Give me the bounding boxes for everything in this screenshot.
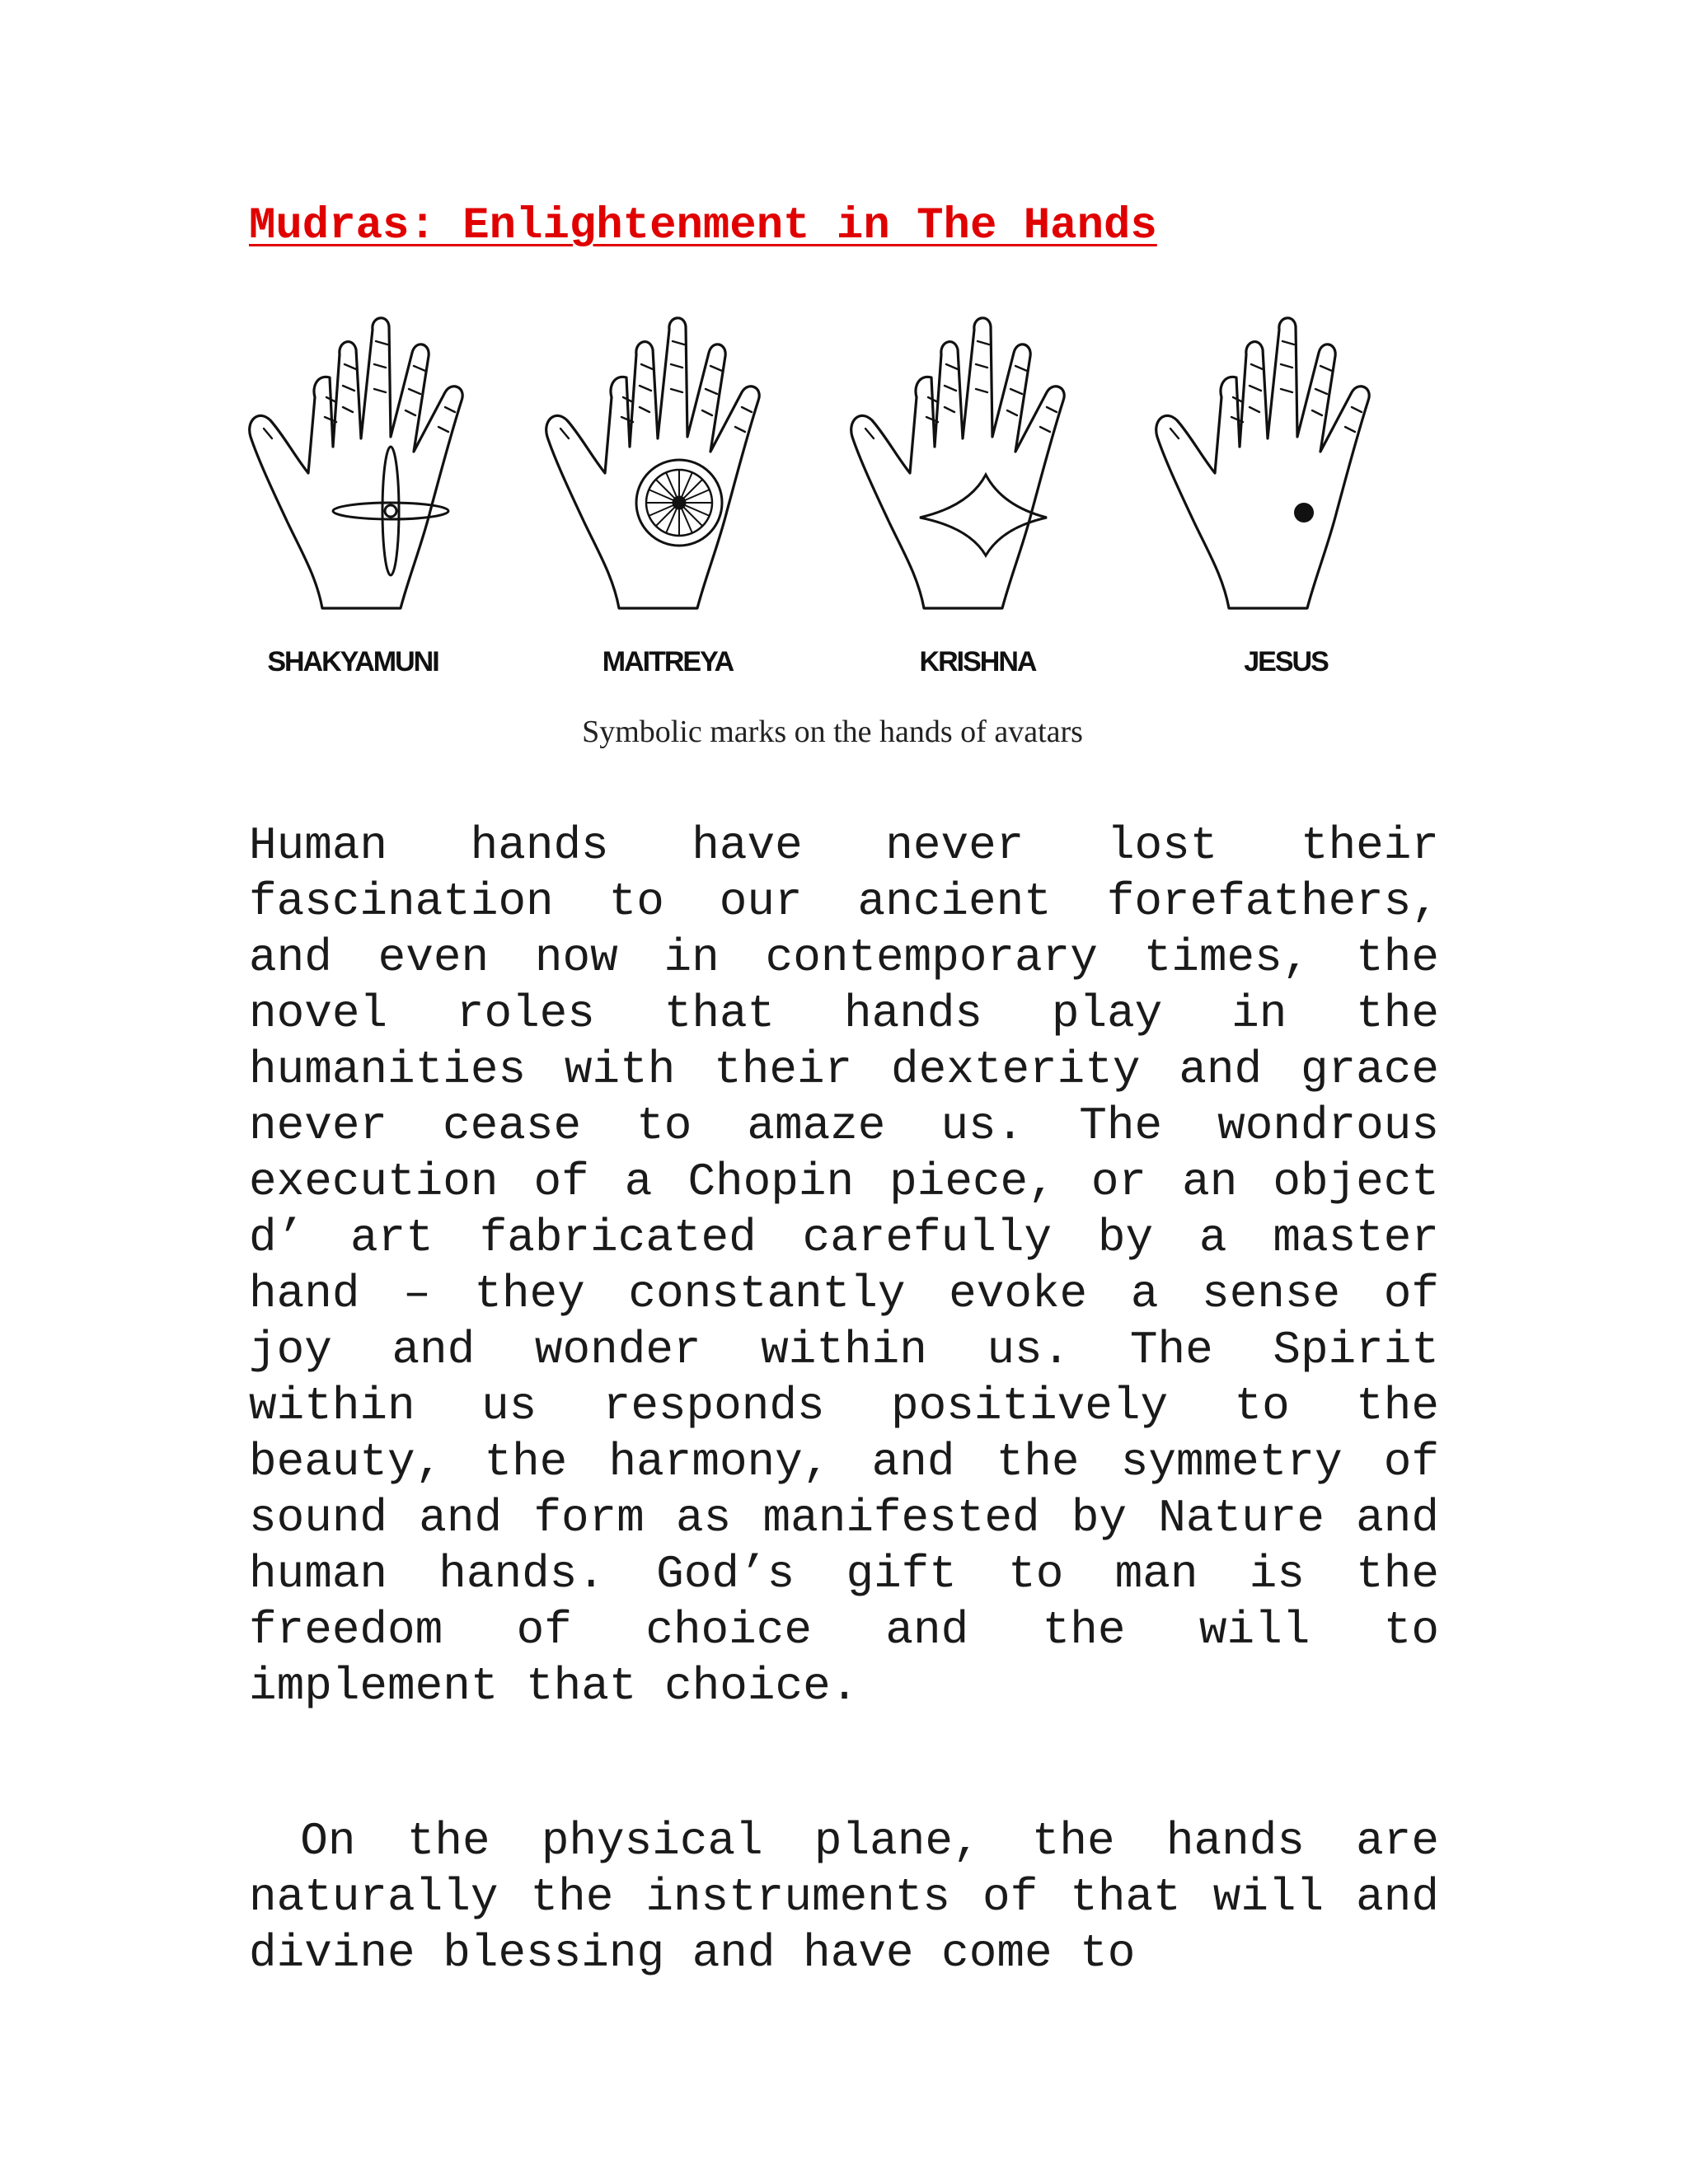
hand-label-maitreya: MAITREYA: [602, 646, 734, 677]
hand-label-jesus: JESUS: [1244, 646, 1328, 677]
hand-maitreya: [546, 318, 759, 608]
page-title: Mudras: Enlightenment in The Hands: [249, 201, 1157, 251]
figure-caption: Symbolic marks on the hands of avatars: [582, 715, 1083, 749]
hand-krishna: [851, 318, 1064, 608]
hands-illustration: [244, 305, 1447, 766]
dot-icon: [1294, 503, 1314, 523]
body-paragraph: Human hands have never lost their fascination to our ancient forefathers, and even now in contemporary times, the novel roles that hands play in the humanities with their dexterity and grace never cease to amaze us. The wondrous execution of a Chopin piece, or an object d’ art fabricated carefully by a master hand – they constantly evoke a sense of joy and wonder within us. The Spirit within us responds positively to the beauty, the harmony, and the symmetry of sound and form as manifested by Nature and human hands. God’s gift to man is the freedom of choice and the will to implement that choice.: [249, 819, 1439, 1713]
hand-label-krishna: KRISHNA: [919, 646, 1036, 677]
hand-shakyamuni: [250, 318, 462, 608]
body-paragraph: On the physical plane, the hands are naturally the instruments of that will and divine blessing and have come to: [249, 1815, 1467, 1980]
hand-jesus: [1156, 318, 1369, 608]
avatar-hands-figure: [244, 305, 1447, 766]
hand-label-shakyamuni: SHAKYAMUNI: [267, 646, 438, 677]
dharma-wheel-icon: [636, 460, 722, 546]
